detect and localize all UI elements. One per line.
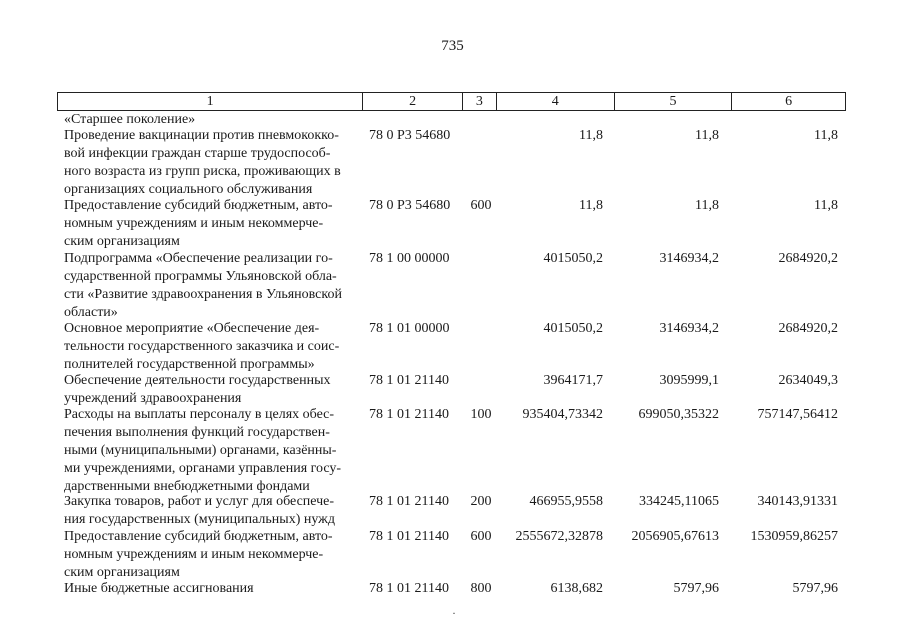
row-value-col4: 4015050,2: [543, 321, 603, 336]
row-value-col6: 2684920,2: [778, 321, 838, 336]
table-header-row: [57, 92, 846, 111]
row-value-col6: 11,8: [814, 198, 838, 213]
row-value-col4: 935404,73342: [522, 407, 603, 422]
row-description: Проведение вакцинации против пневмококко- вой инфекции граждан старше трудоспособ- ного возраста из групп риска, проживающих в организациях социального обслуживания: [64, 128, 341, 197]
header-cell-col4: 4: [497, 93, 615, 110]
header-cell-col1: 1: [58, 93, 363, 110]
page-number: 735: [441, 38, 464, 54]
row-value-col5: 11,8: [695, 128, 719, 143]
row-value-col6: 2684920,2: [778, 251, 838, 266]
row-expense-type: 200: [470, 494, 492, 509]
row-description: Обеспечение деятельности государственных учреждений здравоохранения: [64, 373, 331, 406]
header-cell-col6: 6: [785, 93, 793, 109]
header-cell-col3: 3: [463, 93, 497, 110]
row-description: Расходы на выплаты персоналу в целях обес- печения выполнения функций государствен- ными (муниципальными) органами, казённы- ми учреждениями, органами управления госу- дарственными внебюджетными фондами: [64, 407, 342, 494]
row-value-col6: 757147,56412: [757, 407, 838, 422]
row-value-col4: 6138,682: [550, 581, 603, 596]
row-value-col5: 2056905,67613: [631, 529, 719, 544]
row-description: Подпрограмма «Обеспечение реализации го- сударственной программы Ульяновской обла- сти «Развитие здравоохранения в Ульяновской области»: [64, 251, 342, 320]
row-budget-code: 78 1 00 00000: [369, 251, 450, 266]
row-description: Основное мероприятие «Обеспечение дея- тельности государственного заказчика и соис- полнителей государственной программы»: [64, 321, 340, 372]
row-expense-type: 600: [470, 198, 492, 213]
row-value-col5: 5797,96: [673, 581, 719, 596]
row-value-col6: 2634049,3: [778, 373, 838, 388]
row-value-col5: 3095999,1: [659, 373, 719, 388]
row-budget-code: 78 1 01 21140: [369, 494, 449, 509]
row-expense-type: 600: [470, 529, 492, 544]
row-budget-code: 78 1 01 21140: [369, 373, 449, 388]
row-value-col5: 334245,11065: [639, 494, 719, 509]
row-budget-code: 78 1 01 21140: [369, 407, 449, 422]
row-value-col6: 1530959,86257: [750, 529, 838, 544]
row-value-col5: 3146934,2: [659, 321, 719, 336]
row-value-col4: 4015050,2: [543, 251, 603, 266]
row-expense-type: 100: [470, 407, 492, 422]
scan-speck: ·: [452, 606, 456, 620]
row-value-col6: 5797,96: [792, 581, 838, 596]
row-budget-code: 78 1 01 21140: [369, 581, 449, 596]
row-value-col6: 340143,91331: [757, 494, 838, 509]
row-description: Закупка товаров, работ и услуг для обеспече- ния государственных (муниципальных) нужд: [64, 494, 335, 527]
row-value-col5: 699050,35322: [638, 407, 719, 422]
row-budget-code: 78 0 P3 54680: [369, 128, 451, 143]
row-value-col4: 2555672,32878: [515, 529, 603, 544]
row-value-col5: 11,8: [695, 198, 719, 213]
row-value-col4: 466955,9558: [529, 494, 603, 509]
row-description: «Старшее поколение»: [64, 112, 196, 127]
row-budget-code: 78 1 01 00000: [369, 321, 450, 336]
row-description: Иные бюджетные ассигнования: [64, 581, 254, 596]
row-budget-code: 78 1 01 21140: [369, 529, 449, 544]
header-cell-col5: 5: [615, 93, 733, 110]
row-value-col5: 3146934,2: [659, 251, 719, 266]
row-value-col4: 11,8: [579, 128, 603, 143]
row-description: Предоставление субсидий бюджетным, авто- номным учреждениям и иным некоммерче- ским организациям: [64, 529, 333, 580]
header-cell-col2: 2: [363, 93, 463, 110]
row-value-col4: 11,8: [579, 198, 603, 213]
row-value-col6: 11,8: [814, 128, 838, 143]
row-budget-code: 78 0 P3 54680: [369, 198, 451, 213]
row-expense-type: 800: [470, 581, 492, 596]
row-value-col4: 3964171,7: [543, 373, 603, 388]
row-description: Предоставление субсидий бюджетным, авто- номным учреждениям и иным некоммерче- ским организациям: [64, 198, 333, 249]
